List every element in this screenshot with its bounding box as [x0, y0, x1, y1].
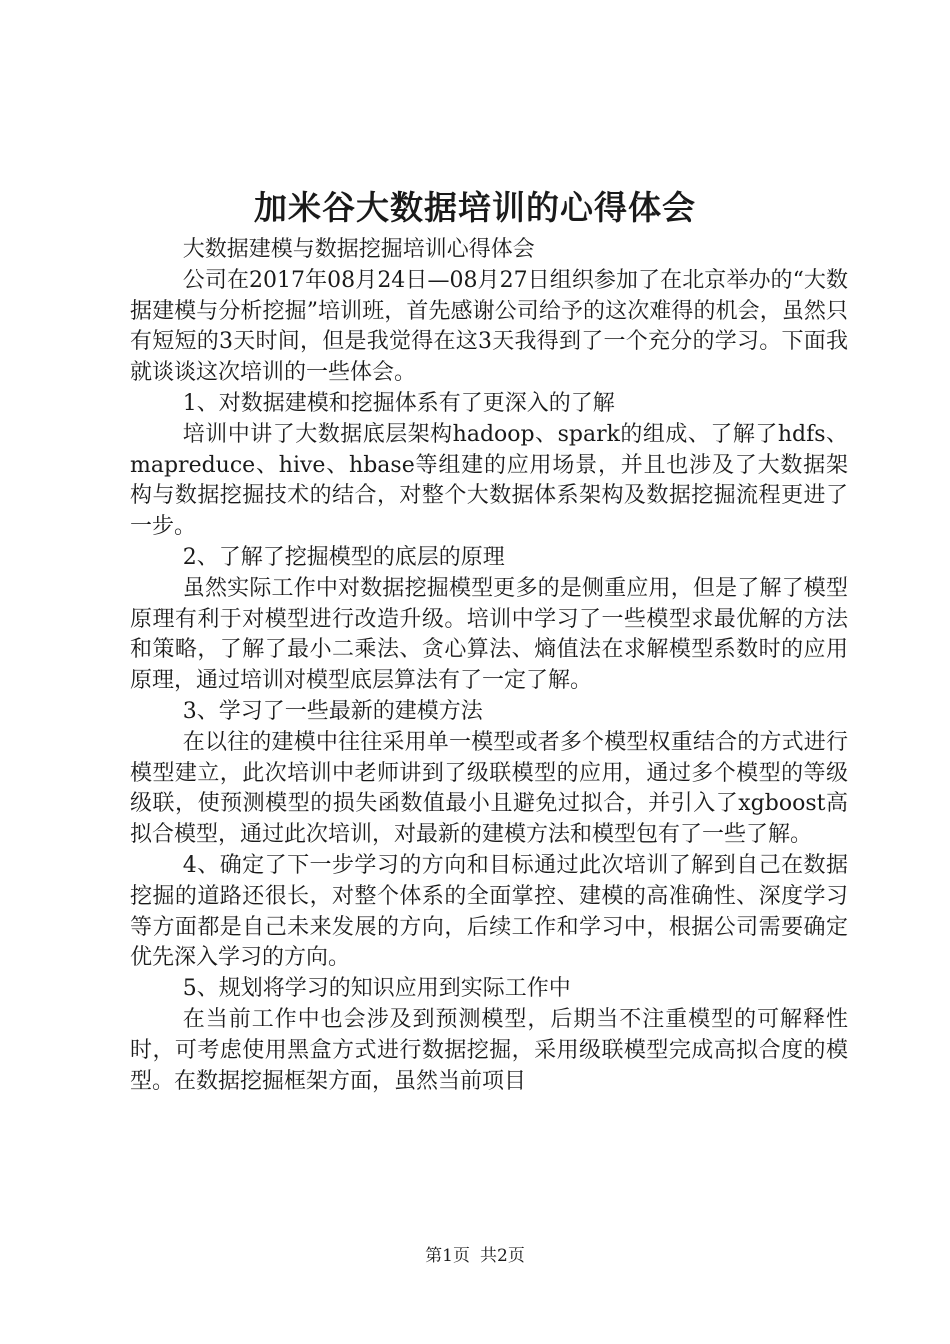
- page-number: 第1页: [425, 1246, 470, 1266]
- document-title: 加米谷大数据培训的心得体会: [254, 188, 696, 227]
- section-paragraph-3: 在以往的建模中往往采用单一模型或者多个模型权重结合的方式进行模型建立，此次培训中老师讲到了级联模型的应用，通过多个模型的等级级联，使预测模型的损失函数值最小且避免过拟合，并引入了xgboost高拟合模型，通过此次培训，对最新的建模方法和模型包有了一些了解。: [130, 729, 848, 848]
- section-heading-5: 5、规划将学习的知识应用到实际工作中: [182, 976, 571, 1002]
- section-paragraph-1: 培训中讲了大数据底层架构hadoop、spark的组成、了解了hdfs、mapreduce、hive、hbase等组建的应用场景，并且也涉及了大数据架构与数据挖掘技术的结合，对整个大数据体系架构及数据挖掘流程更进了一步。: [130, 421, 848, 540]
- section-heading-3: 3、学习了一些最新的建模方法: [182, 698, 483, 724]
- section-paragraph-4: 4、确定了下一步学习的方向和目标通过此次培训了解到自己在数据挖掘的道路还很长，对整个体系的全面掌控、建模的高准确性、深度学习等方面都是自己未来发展的方向，后续工作和学习中，根据公司需要确定优先深入学习的方向。: [130, 852, 848, 971]
- section-paragraph-2: 虽然实际工作中对数据挖掘模型更多的是侧重应用，但是了解了模型原理有利于对模型进行改造升级。培训中学习了一些模型求最优解的方法和策略，了解了最小二乘法、贪心算法、熵值法在求解模型系数时的应用原理，通过培训对模型底层算法有了一定了解。: [130, 575, 848, 694]
- section-paragraph-5: 在当前工作中也会涉及到预测模型，后期当不注重模型的可解释性时，可考虑使用黑盒方式进行数据挖掘，采用级联模型完成高拟合度的模型。在数据挖掘框架方面，虽然当前项目: [130, 1006, 848, 1094]
- subtitle-paragraph: 大数据建模与数据挖掘培训心得体会: [182, 237, 535, 262]
- page-footer: [0, 1244, 950, 1268]
- intro-paragraph: 公司在2017年08月24日—08月27日组织参加了在北京举办的“大数据建模与分析挖掘”培训班，首先感谢公司给予的这次难得的机会，虽然只有短短的3天时间，但是我觉得在这3天我得到了一个充分的学习。下面我就谈谈这次培训的一些体会。: [130, 267, 848, 386]
- document-body: [130, 235, 848, 1097]
- page-total: 共2页: [480, 1246, 525, 1266]
- section-heading-2: 2、了解了挖掘模型的底层的原理: [182, 544, 505, 570]
- section-heading-1: 1、对数据建模和挖掘体系有了更深入的了解: [182, 390, 615, 416]
